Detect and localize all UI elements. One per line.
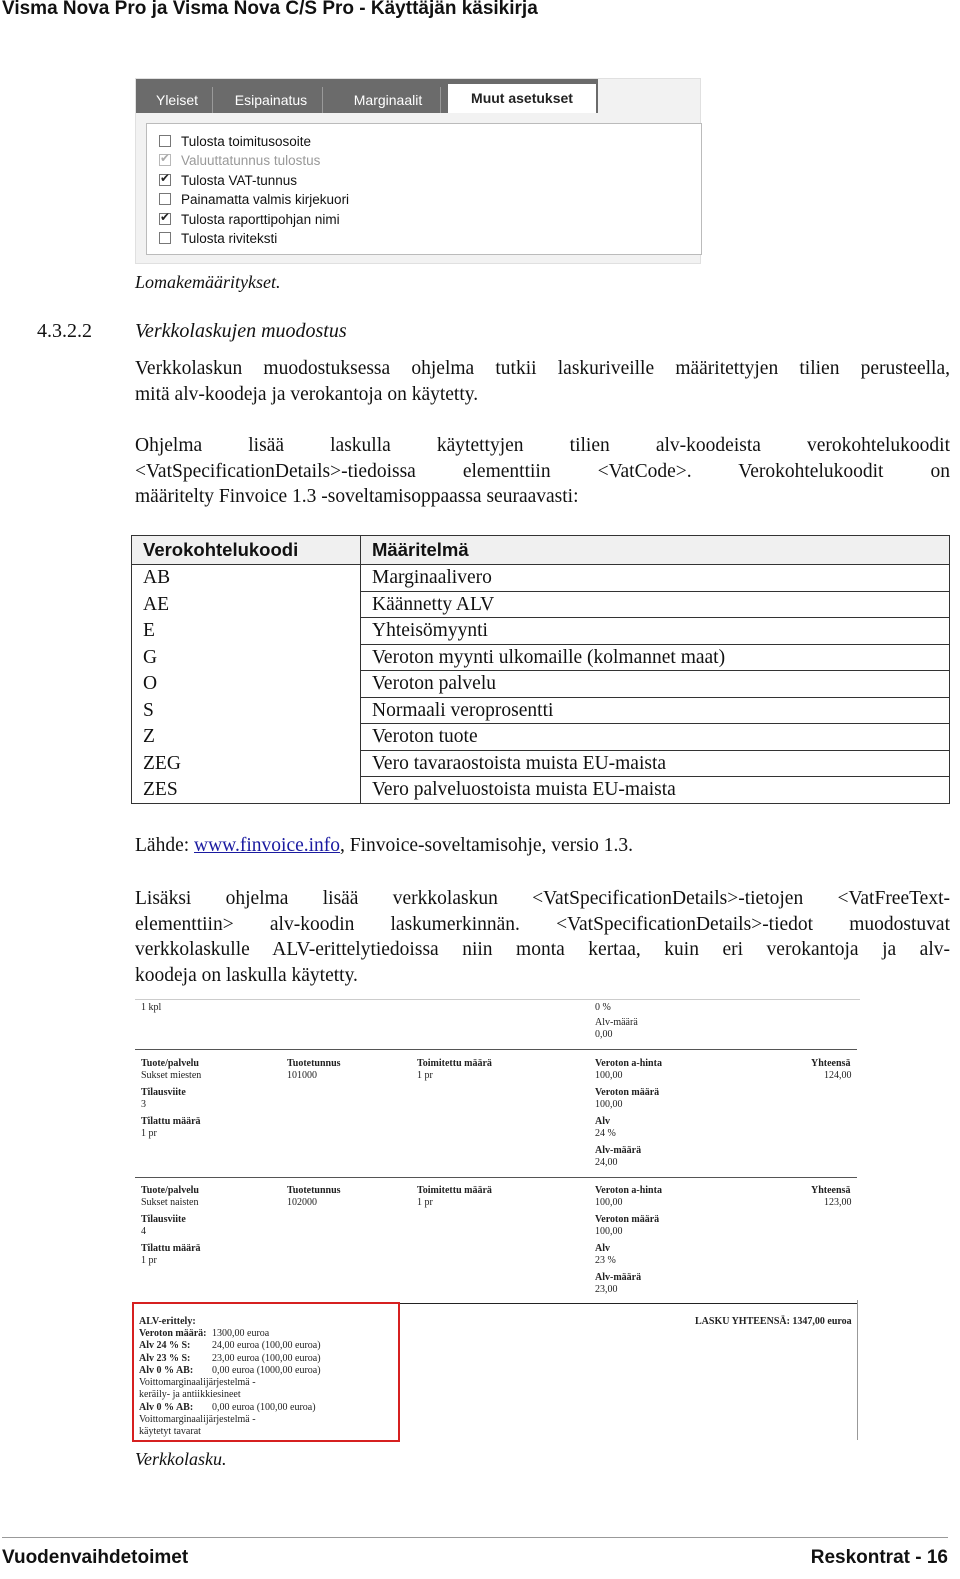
option-label: Tulosta VAT-tunnus (181, 173, 298, 188)
cell-code: O (132, 671, 361, 698)
cell-code: E (132, 618, 361, 645)
vat-value: 23 % (595, 1255, 616, 1266)
tab-esipainatus[interactable]: Esipainatus (220, 87, 323, 113)
text-line: määritelty Finvoice 1.3 -soveltamisoppaassa seuraavasti: (135, 486, 579, 507)
settings-tabs-screenshot (135, 78, 701, 264)
cell-definition: Vero palveluostoista muista EU-maista (361, 777, 950, 804)
summary-key: Alv 23 % S: (139, 1353, 191, 1364)
summary-note: käytetyt tavarat (139, 1426, 201, 1437)
vat-amount-label: Alv-määrä (595, 1272, 642, 1283)
ordered-value: 1 pr (141, 1255, 157, 1266)
invoice-screenshot (135, 1000, 860, 1440)
cell-code: ZEG (132, 750, 361, 777)
text-line: Lisäksi ohjelma lisää verkkolaskun <VatSpecificationDetails>-tietojen <VatFreeText- (135, 888, 950, 909)
order-ref-label: Tilausviite (141, 1087, 186, 1098)
product-value: Sukset miesten (141, 1070, 202, 1081)
vat-amount-value: 23,00 (595, 1284, 618, 1295)
cell-definition: Marginaalivero (361, 565, 950, 592)
option-label: Tulosta toimitusosoite (181, 134, 312, 149)
order-ref-value: 3 (141, 1099, 146, 1110)
options-panel (146, 123, 702, 255)
summary-key: Alv 24 % S: (139, 1340, 191, 1351)
footer-divider (2, 1537, 948, 1538)
delivered-label: Toimitettu määrä (417, 1058, 492, 1069)
summary-value: 0,00 euroa (1000,00 euroa) (212, 1365, 321, 1376)
table-row (132, 750, 950, 777)
text-line: mitä alv-koodeja ja verokantoja on käytetty. (135, 383, 479, 405)
text-line: Ohjelma lisää laskulla käytettyjen tilien alv-koodeista verokohtelukoodit (135, 435, 950, 456)
checkbox-checked-disabled-icon: ✔ (160, 151, 171, 165)
footer-left: Vuodenvaihdetoimet (2, 1547, 189, 1568)
vat-amount-label: Alv-määrä (595, 1145, 642, 1156)
cell-definition: Yhteisömyynti (361, 618, 950, 645)
source-line (135, 835, 633, 857)
section-title: Verkkolaskujen muodostus (135, 320, 347, 342)
table-row (132, 777, 950, 804)
unit-price-label: Veroton a-hinta (595, 1058, 662, 1069)
unit-price-value: 100,00 (595, 1070, 623, 1081)
table-row (132, 671, 950, 698)
cell-definition: Käännetty ALV (361, 591, 950, 618)
column-header-code: Verokohtelukoodi (132, 536, 361, 565)
net-amount-value: 100,00 (595, 1226, 623, 1237)
checkbox-icon[interactable] (159, 193, 171, 205)
unit-price-value: 100,00 (595, 1197, 623, 1208)
product-label: Tuote/palvelu (141, 1185, 199, 1196)
column-header-definition: Määritelmä (361, 536, 950, 565)
vat-label: Alv (595, 1243, 610, 1254)
tab-marginaalit[interactable]: Marginaalit (336, 87, 441, 113)
paragraph-3 (135, 886, 950, 988)
text-line: verkkolaskulle ALV-erittelytiedoissa niin monta kertaa, kuin eri verokantoja ja alv- (135, 939, 950, 960)
ordered-label: Tilattu määrä (141, 1116, 201, 1127)
paragraph-1 (135, 356, 950, 407)
vat-percent-top: 0 % (595, 1002, 611, 1013)
vat-amount-value: 24,00 (595, 1157, 618, 1168)
cell-definition: Normaali veroprosentti (361, 697, 950, 724)
cell-code: Z (132, 724, 361, 751)
table-row (132, 644, 950, 671)
footer-right: Reskontrat - 16 (810, 1547, 948, 1568)
finvoice-link[interactable]: www.finvoice.info (194, 835, 341, 856)
table-row (132, 618, 950, 645)
delivered-label: Toimitettu määrä (417, 1185, 492, 1196)
highlight-box (132, 1302, 400, 1442)
table-row (132, 724, 950, 751)
ordered-value: 1 pr (141, 1128, 157, 1139)
cell-definition: Veroton palvelu (361, 671, 950, 698)
vat-amount-label-top: Alv-määrä (595, 1017, 638, 1028)
figure-caption-verkkolasku: Verkkolasku. (135, 1449, 227, 1469)
net-amount-label: Veroton määrä (595, 1087, 660, 1098)
summary-note: Voittomarginaalijärjestelmä - (139, 1377, 256, 1388)
source-prefix: Lähde: (135, 835, 195, 856)
summary-value: 23,00 euroa (100,00 euroa) (212, 1353, 321, 1364)
unit-price-label: Veroton a-hinta (595, 1185, 662, 1196)
summary-note: Voittomarginaalijärjestelmä - (139, 1414, 256, 1425)
source-suffix: , Finvoice-soveltamisohje, versio 1.3. (340, 835, 634, 856)
checkbox-icon[interactable] (159, 232, 171, 244)
vat-summary-title: ALV-erittely: (139, 1316, 196, 1327)
cell-code: ZES (132, 777, 361, 804)
figure-caption-lomakemaaritykset: Lomakemääritykset. (135, 272, 281, 292)
text-line: koodeja on laskulla käytetty. (135, 964, 358, 986)
order-ref-label: Tilausviite (141, 1214, 186, 1225)
option-label: Tulosta riviteksti (181, 231, 278, 246)
checkbox-checked-icon[interactable]: ✔ (160, 171, 171, 185)
table-header-row (132, 536, 950, 565)
text-line: Verkkolaskun muodostuksessa ohjelma tutkii laskuriveille määritettyjen tilien perusteella, (135, 358, 950, 379)
vat-code-table (131, 535, 950, 804)
option-label: Tulosta raporttipohjan nimi (181, 212, 340, 227)
code-label: Tuotetunnus (287, 1058, 341, 1069)
delivered-value: 1 pr (417, 1197, 433, 1208)
cell-code: S (132, 697, 361, 724)
text-line: elementtiin> alv-koodin laskumerkinnän. <VatSpecificationDetails>-tiedot muodostuvat (135, 913, 950, 935)
option-label: Painamatta valmis kirjekuori (181, 192, 350, 207)
summary-value: 0,00 euroa (100,00 euroa) (212, 1402, 316, 1413)
paragraph-2 (135, 433, 950, 510)
document-header-title: Visma Nova Pro ja Visma Nova C/S Pro - Käyttäjän käsikirja (2, 0, 538, 19)
summary-value: 1300,00 euroa (212, 1328, 270, 1339)
section-heading (37, 320, 92, 343)
code-value: 101000 (287, 1070, 317, 1081)
vat-amount-top: 0,00 (595, 1029, 613, 1040)
ordered-label: Tilattu määrä (141, 1243, 201, 1254)
delivered-value: 1 pr (417, 1070, 433, 1081)
summary-value: 24,00 euroa (100,00 euroa) (212, 1340, 321, 1351)
vat-label: Alv (595, 1116, 610, 1127)
cell-code: AB (132, 565, 361, 592)
total-label: Yhteensä (811, 1058, 851, 1069)
tab-muut-asetukset[interactable]: Muut asetukset (448, 84, 596, 113)
vat-value: 24 % (595, 1128, 616, 1139)
product-value: Sukset naisten (141, 1197, 199, 1208)
net-amount-label: Veroton määrä (595, 1214, 660, 1225)
product-label: Tuote/palvelu (141, 1058, 199, 1069)
text-line: <VatSpecificationDetails>-tiedoissa elementtiin <VatCode>. Verokohtelukoodit on (135, 460, 950, 482)
table-row (132, 565, 950, 592)
summary-note: keräily- ja antiikkiesineet (139, 1389, 241, 1400)
net-amount-value: 100,00 (595, 1099, 623, 1110)
total-label: Yhteensä (811, 1185, 851, 1196)
checkbox-checked-icon[interactable]: ✔ (160, 210, 171, 224)
quantity-text: 1 kpl (141, 1002, 162, 1013)
code-label: Tuotetunnus (287, 1185, 341, 1196)
order-ref-value: 4 (141, 1226, 146, 1237)
total-value: 124,00 (824, 1070, 852, 1081)
summary-key: Alv 0 % AB: (139, 1402, 194, 1413)
table-row (132, 697, 950, 724)
divider (857, 1300, 858, 1440)
cell-definition: Veroton myynti ulkomaille (kolmannet maat) (361, 644, 950, 671)
cell-definition: Vero tavaraostoista muista EU-maista (361, 750, 950, 777)
table-row (132, 591, 950, 618)
cell-definition: Veroton tuote (361, 724, 950, 751)
section-number: 4.3.2.2 (37, 320, 92, 342)
total-value: 123,00 (824, 1197, 852, 1208)
checkbox-icon[interactable] (159, 135, 171, 147)
grand-total: LASKU YHTEENSÄ: 1347,00 euroa (695, 1316, 852, 1327)
tab-yleiset[interactable]: Yleiset (142, 87, 213, 113)
summary-key: Alv 0 % AB: (139, 1365, 194, 1376)
code-value: 102000 (287, 1197, 317, 1208)
cell-code: G (132, 644, 361, 671)
option-label: Valuuttatunnus tulostus (181, 153, 321, 168)
cell-code: AE (132, 591, 361, 618)
summary-key: Veroton määrä: (139, 1328, 207, 1339)
tab-bar (136, 79, 598, 113)
